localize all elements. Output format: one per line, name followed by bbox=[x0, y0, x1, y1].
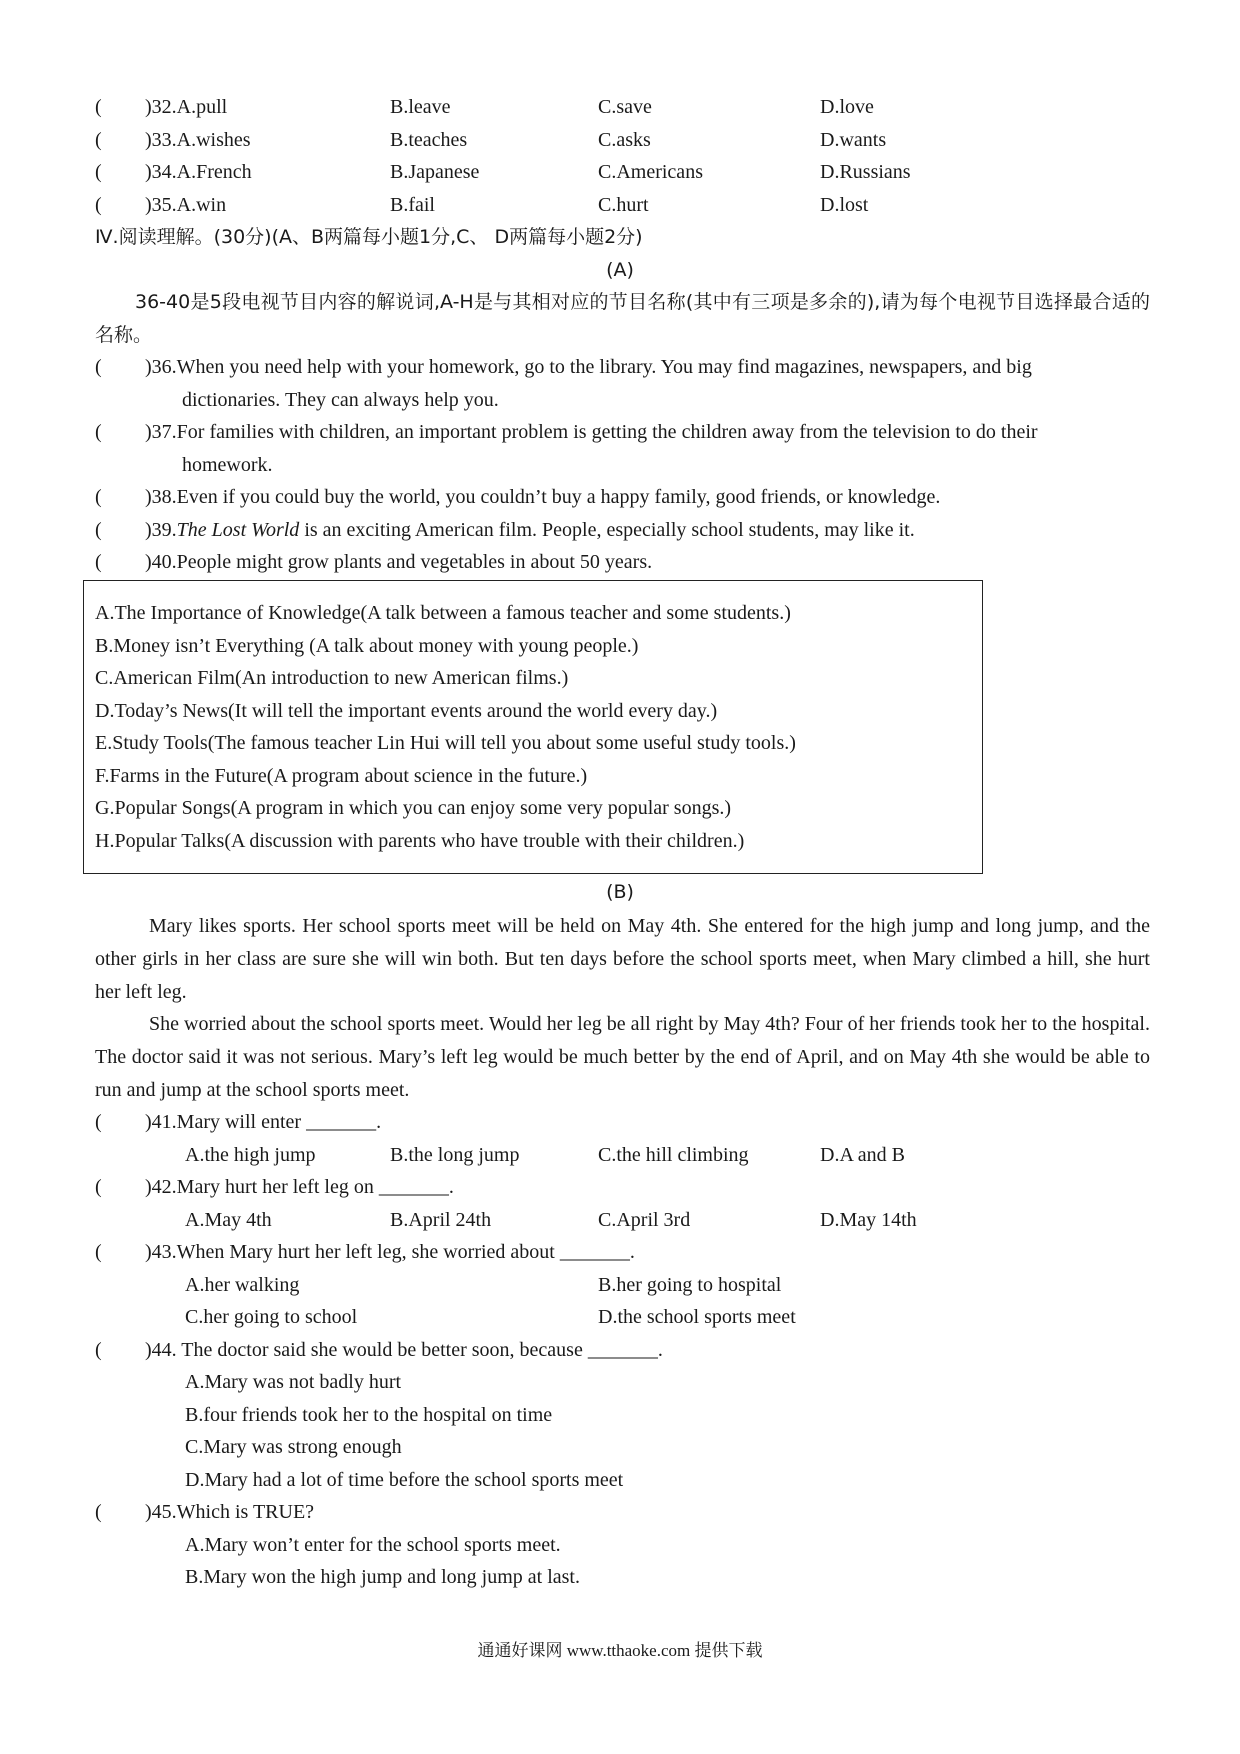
option-b: B.fail bbox=[390, 194, 435, 216]
option-d: D.Mary had a lot of time before the school sports meet bbox=[185, 1469, 624, 1491]
option-a: A.Mary was not badly hurt bbox=[185, 1371, 402, 1393]
option-c: C.asks bbox=[598, 129, 651, 151]
option-c: C.hurt bbox=[598, 194, 649, 216]
option-c: C.Americans bbox=[598, 161, 703, 183]
option-d: D.May 14th bbox=[820, 1209, 917, 1231]
question-stem: )37.For families with children, an important problem is getting the children away from the television to do their bbox=[145, 421, 1038, 443]
option-b: B.April 24th bbox=[390, 1209, 492, 1231]
option-b: B.her going to hospital bbox=[598, 1274, 782, 1296]
program-option: D.Today’s News(It will tell the important events around the world every day.) bbox=[95, 700, 718, 722]
option-d: D.love bbox=[820, 96, 874, 118]
option-c: C.her going to school bbox=[185, 1306, 358, 1328]
page-footer: 通通好课网 www.tthaoke.com 提供下载 bbox=[477, 1641, 763, 1660]
part-a-label: (A) bbox=[606, 259, 634, 281]
option-d: D.wants bbox=[820, 129, 887, 151]
answer-paren[interactable]: ( bbox=[95, 129, 102, 151]
question-stem: )34.A.French bbox=[145, 161, 252, 183]
option-d: D.Russians bbox=[820, 161, 911, 183]
option-d: D.the school sports meet bbox=[598, 1306, 796, 1328]
stem-rest: is an exciting American film. People, especially school students, may like it. bbox=[299, 519, 915, 541]
question-stem: )43.When Mary hurt her left leg, she worried about _______. bbox=[145, 1241, 635, 1263]
question-stem: )44. The doctor said she would be better soon, because _______. bbox=[145, 1339, 663, 1361]
question-stem bbox=[145, 515, 915, 545]
part-b-label: (B) bbox=[606, 881, 634, 903]
question-stem: )35.A.win bbox=[145, 194, 227, 216]
answer-paren[interactable]: ( bbox=[95, 356, 102, 378]
question-stem: )41.Mary will enter _______. bbox=[145, 1111, 382, 1133]
option-c: C.Mary was strong enough bbox=[185, 1436, 402, 1458]
program-option: F.Farms in the Future(A program about science in the future.) bbox=[95, 765, 588, 787]
question-stem: )36.When you need help with your homework, go to the library. You may find magazines, newspapers, and big bbox=[145, 356, 1032, 378]
program-option: B.Money isn’t Everything (A talk about money with young people.) bbox=[95, 635, 639, 657]
section-heading: Ⅳ.阅读理解。(30分)(A、B两篇每小题1分,C、 D两篇每小题2分) bbox=[95, 226, 643, 248]
answer-paren[interactable]: ( bbox=[95, 194, 102, 216]
answer-paren[interactable]: ( bbox=[95, 96, 102, 118]
question-stem: )42.Mary hurt her left leg on _______. bbox=[145, 1176, 454, 1198]
program-option: E.Study Tools(The famous teacher Lin Hui will tell you about some useful study tools.) bbox=[95, 732, 796, 754]
option-b: B.four friends took her to the hospital on time bbox=[185, 1404, 553, 1426]
answer-paren[interactable]: ( bbox=[95, 1501, 102, 1523]
answer-paren[interactable]: ( bbox=[95, 161, 102, 183]
option-c: C.the hill climbing bbox=[598, 1144, 749, 1166]
program-option: C.American Film(An introduction to new American films.) bbox=[95, 667, 569, 689]
option-c: C.save bbox=[598, 96, 652, 118]
option-b: B.the long jump bbox=[390, 1144, 520, 1166]
option-b: B.Mary won the high jump and long jump at last. bbox=[185, 1566, 580, 1588]
question-stem: )32.A.pull bbox=[145, 96, 228, 118]
question-stem-continued: dictionaries. They can always help you. bbox=[182, 389, 499, 411]
program-option: A.The Importance of Knowledge(A talk between a famous teacher and some students.) bbox=[95, 602, 791, 624]
program-option: G.Popular Songs(A program in which you can enjoy some very popular songs.) bbox=[95, 797, 732, 819]
option-b: B.leave bbox=[390, 96, 451, 118]
answer-paren[interactable]: ( bbox=[95, 519, 102, 541]
option-b: B.teaches bbox=[390, 129, 468, 151]
answer-paren[interactable]: ( bbox=[95, 551, 102, 573]
answer-paren[interactable]: ( bbox=[95, 1241, 102, 1263]
question-stem: )40.People might grow plants and vegetables in about 50 years. bbox=[145, 551, 653, 573]
question-stem: )38.Even if you could buy the world, you couldn’t buy a happy family, good friends, or knowledge. bbox=[145, 486, 941, 508]
option-a: A.Mary won’t enter for the school sports meet. bbox=[185, 1534, 561, 1556]
passage-b-paragraph-1: Mary likes sports. Her school sports meet will be held on May 4th. She entered for the high jump and long jump, and the other girls in her class are sure she will win both. But ten days before the school sports meet, when Mary climbed a hill, she hurt her left leg. bbox=[95, 915, 1150, 1003]
part-a-instructions: 36-40是5段电视节目内容的解说词,A-H是与其相对应的节目名称(其中有三项是多余的),请为每个电视节目选择最合适的名称。 bbox=[95, 291, 1150, 346]
passage-b-paragraph-2: She worried about the school sports meet. Would her leg be all right by May 4th? Four of her friends took her to the hospital. The doctor said it was not serious. Mary’s left leg would be much better by the end of April, and on May 4th she would be able to run and jump at the school sports meet. bbox=[95, 1013, 1150, 1101]
question-stem: )33.A.wishes bbox=[145, 129, 251, 151]
answer-paren[interactable]: ( bbox=[95, 1176, 102, 1198]
answer-paren[interactable]: ( bbox=[95, 421, 102, 443]
film-title: The Lost World bbox=[176, 519, 300, 541]
answer-paren[interactable]: ( bbox=[95, 1111, 102, 1133]
option-c: C.April 3rd bbox=[598, 1209, 691, 1231]
option-d: D.A and B bbox=[820, 1144, 905, 1166]
question-stem-continued: homework. bbox=[182, 454, 273, 476]
program-option: H.Popular Talks(A discussion with parents who have trouble with their children.) bbox=[95, 830, 745, 852]
question-stem: )45.Which is TRUE? bbox=[145, 1501, 315, 1523]
stem-prefix: )39. bbox=[145, 519, 177, 541]
answer-paren[interactable]: ( bbox=[95, 486, 102, 508]
option-a: A.May 4th bbox=[185, 1209, 272, 1231]
option-a: A.her walking bbox=[185, 1274, 300, 1296]
answer-paren[interactable]: ( bbox=[95, 1339, 102, 1361]
option-b: B.Japanese bbox=[390, 161, 480, 183]
option-d: D.lost bbox=[820, 194, 869, 216]
option-a: A.the high jump bbox=[185, 1144, 316, 1166]
